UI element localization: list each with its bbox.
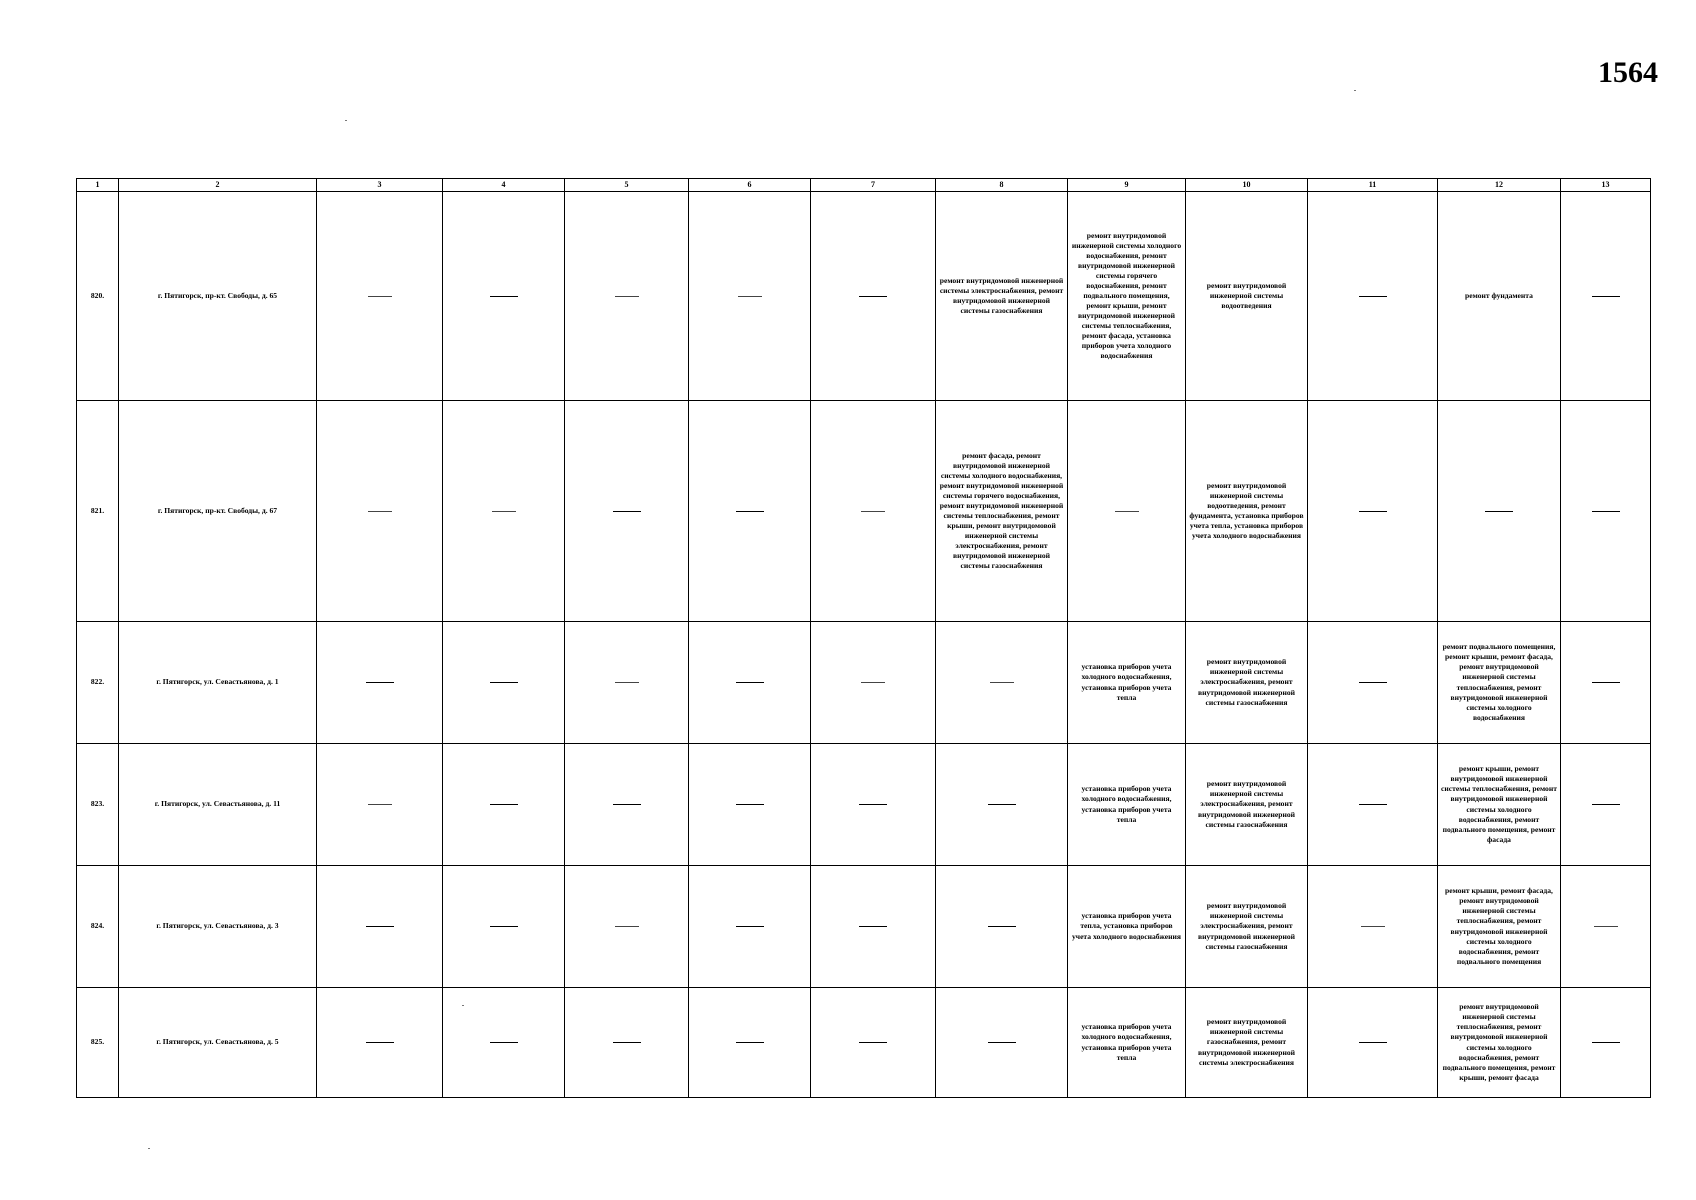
column-header: 2 bbox=[119, 179, 317, 192]
empty-cell bbox=[1561, 192, 1651, 401]
address-cell: г. Пятигорск, пр-кт. Свободы, д. 67 bbox=[119, 401, 317, 622]
dash-mark bbox=[1592, 296, 1620, 297]
dash-mark bbox=[1592, 804, 1620, 805]
repair-program-table bbox=[76, 178, 1651, 1098]
empty-cell bbox=[317, 866, 443, 988]
column-header: 10 bbox=[1186, 179, 1308, 192]
dash-mark bbox=[490, 1042, 518, 1043]
work-cell: ремонт крыши, ремонт внутридомовой инженерной системы теплоснабжения, ремонт внутридомовой инженерной системы холодного водоснабжения, ремонт подвального помещения, ремонт фасада bbox=[1438, 744, 1561, 866]
work-cell: ремонт внутридомовой инженерной системы электроснабжения, ремонт внутридомовой инженерной системы газоснабжения bbox=[1186, 622, 1308, 744]
empty-cell bbox=[1561, 744, 1651, 866]
empty-cell bbox=[1308, 401, 1438, 622]
empty-cell bbox=[936, 866, 1068, 988]
empty-cell bbox=[936, 622, 1068, 744]
dash-mark bbox=[615, 926, 639, 927]
empty-cell bbox=[317, 988, 443, 1098]
scan-speck bbox=[1354, 90, 1356, 91]
work-cell: ремонт внутридомовой инженерной системы электроснабжения, ремонт внутридомовой инженерной системы газоснабжения bbox=[1186, 866, 1308, 988]
work-cell: ремонт внутридомовой инженерной системы холодного водоснабжения, ремонт внутридомовой инженерной системы горячего водоснабжения, ремонт подвального помещения, ремонт крыши, ремонт внутридомовой инженерной системы теплоснабжения, ремонт фасада, установка приборов учета холодного водоснабжения bbox=[1068, 192, 1186, 401]
empty-cell bbox=[689, 988, 811, 1098]
empty-cell bbox=[1308, 866, 1438, 988]
empty-cell bbox=[689, 744, 811, 866]
empty-cell bbox=[936, 988, 1068, 1098]
dash-mark bbox=[861, 511, 885, 512]
empty-cell bbox=[1438, 401, 1561, 622]
dash-mark bbox=[490, 682, 518, 683]
dash-mark bbox=[366, 682, 394, 683]
work-cell: ремонт внутридомовой инженерной системы теплоснабжения, ремонт внутридомовой инженерной системы холодного водоснабжения, ремонт подвального помещения, ремонт крыши, ремонт фасада bbox=[1438, 988, 1561, 1098]
empty-cell bbox=[317, 622, 443, 744]
work-cell: ремонт внутридомовой инженерной системы водоотведения bbox=[1186, 192, 1308, 401]
address-cell: г. Пятигорск, пр-кт. Свободы, д. 65 bbox=[119, 192, 317, 401]
dash-mark bbox=[1361, 926, 1385, 927]
work-cell: установка приборов учета холодного водоснабжения, установка приборов учета тепла bbox=[1068, 988, 1186, 1098]
column-header: 8 bbox=[936, 179, 1068, 192]
column-header: 3 bbox=[317, 179, 443, 192]
address-cell: г. Пятигорск, ул. Севастьянова, д. 5 bbox=[119, 988, 317, 1098]
column-header: 6 bbox=[689, 179, 811, 192]
empty-cell bbox=[1561, 622, 1651, 744]
empty-cell bbox=[565, 622, 689, 744]
dash-mark bbox=[368, 296, 392, 297]
dash-mark bbox=[1592, 511, 1620, 512]
empty-cell bbox=[565, 866, 689, 988]
empty-cell bbox=[1308, 744, 1438, 866]
empty-cell bbox=[1308, 192, 1438, 401]
empty-cell bbox=[811, 988, 936, 1098]
page-number: 1564 bbox=[1598, 56, 1658, 89]
dash-mark bbox=[738, 296, 762, 297]
dash-mark bbox=[492, 511, 516, 512]
dash-mark bbox=[368, 511, 392, 512]
dash-mark bbox=[736, 926, 764, 927]
dash-mark bbox=[366, 926, 394, 927]
dash-mark bbox=[490, 296, 518, 297]
dash-mark bbox=[1359, 511, 1387, 512]
empty-cell bbox=[1308, 988, 1438, 1098]
empty-cell bbox=[1561, 866, 1651, 988]
dash-mark bbox=[859, 296, 887, 297]
dash-mark bbox=[1359, 296, 1387, 297]
dash-mark bbox=[1115, 511, 1139, 512]
row-number: 821. bbox=[77, 401, 119, 622]
table-row bbox=[77, 988, 1651, 1098]
scan-speck bbox=[462, 1005, 464, 1006]
dash-mark bbox=[613, 804, 641, 805]
empty-cell bbox=[811, 622, 936, 744]
address-cell: г. Пятигорск, ул. Севастьянова, д. 11 bbox=[119, 744, 317, 866]
empty-cell bbox=[689, 866, 811, 988]
work-cell: ремонт внутридомовой инженерной системы водоотведения, ремонт фундамента, установка приборов учета тепла, установка приборов учета холодного водоснабжения bbox=[1186, 401, 1308, 622]
dash-mark bbox=[736, 511, 764, 512]
dash-mark bbox=[736, 682, 764, 683]
dash-mark bbox=[988, 804, 1016, 805]
work-cell: ремонт внутридомовой инженерной системы газоснабжения, ремонт внутридомовой инженерной системы электроснабжения bbox=[1186, 988, 1308, 1098]
empty-cell bbox=[443, 192, 565, 401]
empty-cell bbox=[811, 744, 936, 866]
work-cell: установка приборов учета тепла, установка приборов учета холодного водоснабжения bbox=[1068, 866, 1186, 988]
column-header: 4 bbox=[443, 179, 565, 192]
work-cell: ремонт крыши, ремонт фасада, ремонт внутридомовой инженерной системы теплоснабжения, ремонт внутридомовой инженерной системы холодного водоснабжения, ремонт подвального помещения bbox=[1438, 866, 1561, 988]
scan-speck bbox=[148, 1148, 150, 1149]
empty-cell bbox=[443, 988, 565, 1098]
table-row bbox=[77, 866, 1651, 988]
row-number: 825. bbox=[77, 988, 119, 1098]
dash-mark bbox=[1359, 804, 1387, 805]
dash-mark bbox=[988, 926, 1016, 927]
dash-mark bbox=[859, 926, 887, 927]
table-row bbox=[77, 401, 1651, 622]
empty-cell bbox=[811, 192, 936, 401]
work-cell: ремонт фундамента bbox=[1438, 192, 1561, 401]
row-number: 824. bbox=[77, 866, 119, 988]
dash-mark bbox=[1359, 682, 1387, 683]
work-cell: ремонт фасада, ремонт внутридомовой инженерной системы холодного водоснабжения, ремонт внутридомовой инженерной системы горячего водоснабжения, ремонт внутридомовой инженерной системы теплоснабжения, ремонт крыши, ремонт внутридомовой инженерной системы электроснабжения, ремонт внутридомовой инженерной системы газоснабжения bbox=[936, 401, 1068, 622]
dash-mark bbox=[490, 804, 518, 805]
address-cell: г. Пятигорск, ул. Севастьянова, д. 3 bbox=[119, 866, 317, 988]
dash-mark bbox=[859, 804, 887, 805]
column-header: 13 bbox=[1561, 179, 1651, 192]
scan-speck bbox=[345, 120, 347, 121]
dash-mark bbox=[1359, 1042, 1387, 1043]
empty-cell bbox=[443, 744, 565, 866]
column-header: 7 bbox=[811, 179, 936, 192]
dash-mark bbox=[613, 511, 641, 512]
column-header: 5 bbox=[565, 179, 689, 192]
empty-cell bbox=[811, 866, 936, 988]
address-cell: г. Пятигорск, ул. Севастьянова, д. 1 bbox=[119, 622, 317, 744]
work-cell: установка приборов учета холодного водоснабжения, установка приборов учета тепла bbox=[1068, 622, 1186, 744]
dash-mark bbox=[368, 804, 392, 805]
work-cell: ремонт подвального помещения, ремонт крыши, ремонт фасада, ремонт внутридомовой инженерной системы теплоснабжения, ремонт внутридомовой инженерной системы холодного водоснабжения bbox=[1438, 622, 1561, 744]
dash-mark bbox=[1592, 682, 1620, 683]
empty-cell bbox=[443, 622, 565, 744]
empty-cell bbox=[443, 866, 565, 988]
empty-cell bbox=[1068, 401, 1186, 622]
column-header: 1 bbox=[77, 179, 119, 192]
empty-cell bbox=[689, 622, 811, 744]
dash-mark bbox=[1485, 511, 1513, 512]
dash-mark bbox=[490, 926, 518, 927]
empty-cell bbox=[565, 401, 689, 622]
dash-mark bbox=[988, 1042, 1016, 1043]
dash-mark bbox=[1592, 1042, 1620, 1043]
row-number: 822. bbox=[77, 622, 119, 744]
dash-mark bbox=[736, 1042, 764, 1043]
empty-cell bbox=[811, 401, 936, 622]
row-number: 823. bbox=[77, 744, 119, 866]
table-row bbox=[77, 192, 1651, 401]
column-header: 9 bbox=[1068, 179, 1186, 192]
empty-cell bbox=[317, 744, 443, 866]
empty-cell bbox=[1308, 622, 1438, 744]
empty-cell bbox=[317, 401, 443, 622]
dash-mark bbox=[859, 1042, 887, 1043]
row-number: 820. bbox=[77, 192, 119, 401]
dash-mark bbox=[1594, 926, 1618, 927]
table-row bbox=[77, 744, 1651, 866]
empty-cell bbox=[317, 192, 443, 401]
dash-mark bbox=[613, 1042, 641, 1043]
empty-cell bbox=[689, 192, 811, 401]
column-header: 12 bbox=[1438, 179, 1561, 192]
empty-cell bbox=[565, 744, 689, 866]
dash-mark bbox=[615, 682, 639, 683]
empty-cell bbox=[565, 988, 689, 1098]
work-cell: установка приборов учета холодного водоснабжения, установка приборов учета тепла bbox=[1068, 744, 1186, 866]
empty-cell bbox=[443, 401, 565, 622]
dash-mark bbox=[861, 682, 885, 683]
empty-cell bbox=[1561, 401, 1651, 622]
dash-mark bbox=[990, 682, 1014, 683]
empty-cell bbox=[1561, 988, 1651, 1098]
dash-mark bbox=[615, 296, 639, 297]
column-header: 11 bbox=[1308, 179, 1438, 192]
empty-cell bbox=[936, 744, 1068, 866]
column-number-row bbox=[77, 179, 1651, 192]
dash-mark bbox=[736, 804, 764, 805]
table-row bbox=[77, 622, 1651, 744]
dash-mark bbox=[366, 1042, 394, 1043]
empty-cell bbox=[689, 401, 811, 622]
work-cell: ремонт внутридомовой инженерной системы электроснабжения, ремонт внутридомовой инженерной системы газоснабжения bbox=[1186, 744, 1308, 866]
work-cell: ремонт внутридомовой инженерной системы электроснабжения, ремонт внутридомовой инженерной системы газоснабжения bbox=[936, 192, 1068, 401]
empty-cell bbox=[565, 192, 689, 401]
